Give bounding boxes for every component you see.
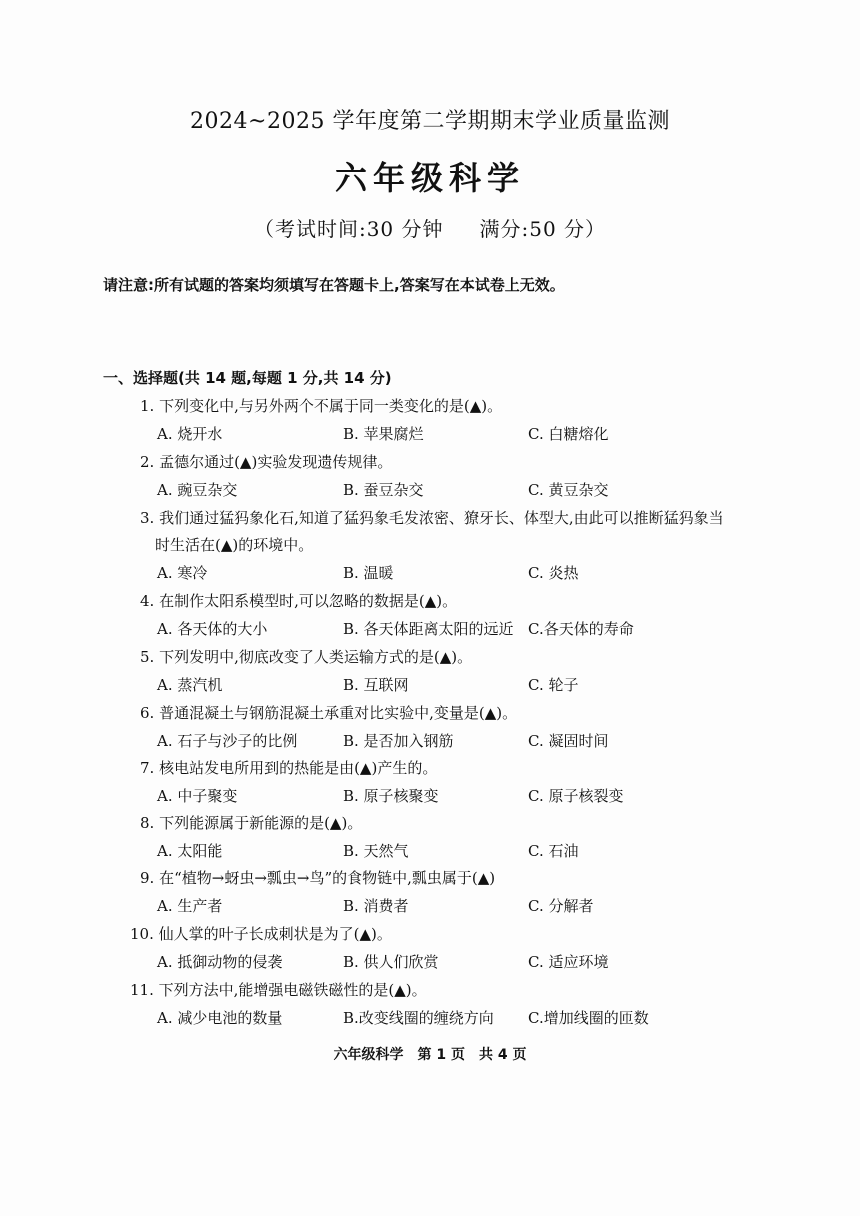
- question-stem: 4. 在制作太阳系模型时,可以忽略的数据是(▲)。: [140, 592, 458, 610]
- option-a: A. 生产者: [157, 897, 223, 915]
- question-stem: 2. 孟德尔通过(▲)实验发现遗传规律。: [140, 453, 393, 471]
- exam-info: [0, 213, 860, 242]
- question-stem: 10. 仙人掌的叶子长成刺状是为了(▲)。: [130, 925, 392, 943]
- option-a: A. 太阳能: [157, 842, 223, 860]
- notice: 请注意:所有试题的答案均须填写在答题卡上,答案写在本试卷上无效。: [103, 276, 565, 294]
- option-c: C. 炎热: [528, 564, 579, 582]
- option-a: A. 蒸汽机: [157, 676, 223, 694]
- option-c: C. 轮子: [528, 676, 579, 694]
- option-a: A. 寒冷: [157, 564, 208, 582]
- section-heading: 一、选择题(共 14 题,每题 1 分,共 14 分): [103, 369, 392, 387]
- option-a: A. 烧开水: [157, 425, 223, 443]
- option-a: A. 中子聚变: [157, 787, 238, 805]
- option-c: C. 黄豆杂交: [528, 481, 609, 499]
- question-stem: 8. 下列能源属于新能源的是(▲)。: [140, 814, 363, 832]
- question-stem: 1. 下列变化中,与另外两个不属于同一类变化的是(▲)。: [140, 397, 503, 415]
- option-a: A. 石子与沙子的比例: [157, 732, 298, 750]
- question-stem: 11. 下列方法中,能增强电磁铁磁性的是(▲)。: [130, 981, 427, 999]
- exam-time: （考试时间:30 分钟: [253, 217, 444, 241]
- option-a: A. 减少电池的数量: [157, 1009, 283, 1027]
- option-b: B. 天然气: [343, 842, 409, 860]
- option-a: A. 各天体的大小: [157, 620, 268, 638]
- option-c: C. 原子核裂变: [528, 787, 624, 805]
- option-c: C. 分解者: [528, 897, 594, 915]
- question-stem: 5. 下列发明中,彻底改变了人类运输方式的是(▲)。: [140, 648, 473, 666]
- option-c: C. 石油: [528, 842, 579, 860]
- option-b: B. 各天体距离太阳的远近: [343, 620, 514, 638]
- option-b: B. 原子核聚变: [343, 787, 439, 805]
- question-stem: 9. 在“植物→蚜虫→瓢虫→鸟”的食物链中,瓢虫属于(▲): [140, 869, 496, 887]
- page-footer: 六年级科学 第 1 页 共 4 页: [333, 1047, 527, 1063]
- option-b: B. 苹果腐烂: [343, 425, 424, 443]
- option-b: B. 消费者: [343, 897, 409, 915]
- option-b: B. 供人们欣赏: [343, 953, 439, 971]
- option-b: B. 蚕豆杂交: [343, 481, 424, 499]
- option-a: A. 豌豆杂交: [157, 481, 238, 499]
- subject-title: 六年级科学: [334, 159, 525, 197]
- exam-score: 满分:50 分）: [479, 217, 607, 241]
- option-c: C.各天体的寿命: [528, 620, 634, 638]
- option-b: B. 温暖: [343, 564, 394, 582]
- option-b: B. 互联网: [343, 676, 409, 694]
- option-c: C.增加线圈的匝数: [528, 1009, 649, 1027]
- question-stem: 3. 我们通过猛犸象化石,知道了猛犸象毛发浓密、獠牙长、体型大,由此可以推断猛犸象当: [140, 509, 724, 527]
- option-b: B. 是否加入钢筋: [343, 732, 454, 750]
- question-stem-continued: 时生活在(▲)的环境中。: [155, 536, 314, 554]
- option-c: C. 适应环境: [528, 953, 609, 971]
- option-c: C. 白糖熔化: [528, 425, 609, 443]
- question-stem: 7. 核电站发电所用到的热能是由(▲)产生的。: [140, 759, 438, 777]
- exam-title: 2024~2025 学年度第二学期期末学业质量监测: [190, 109, 670, 134]
- option-b: B.改变线圈的缠绕方向: [343, 1009, 494, 1027]
- option-a: A. 抵御动物的侵袭: [157, 953, 283, 971]
- option-c: C. 凝固时间: [528, 732, 609, 750]
- question-stem: 6. 普通混凝土与钢筋混凝土承重对比实验中,变量是(▲)。: [140, 704, 518, 722]
